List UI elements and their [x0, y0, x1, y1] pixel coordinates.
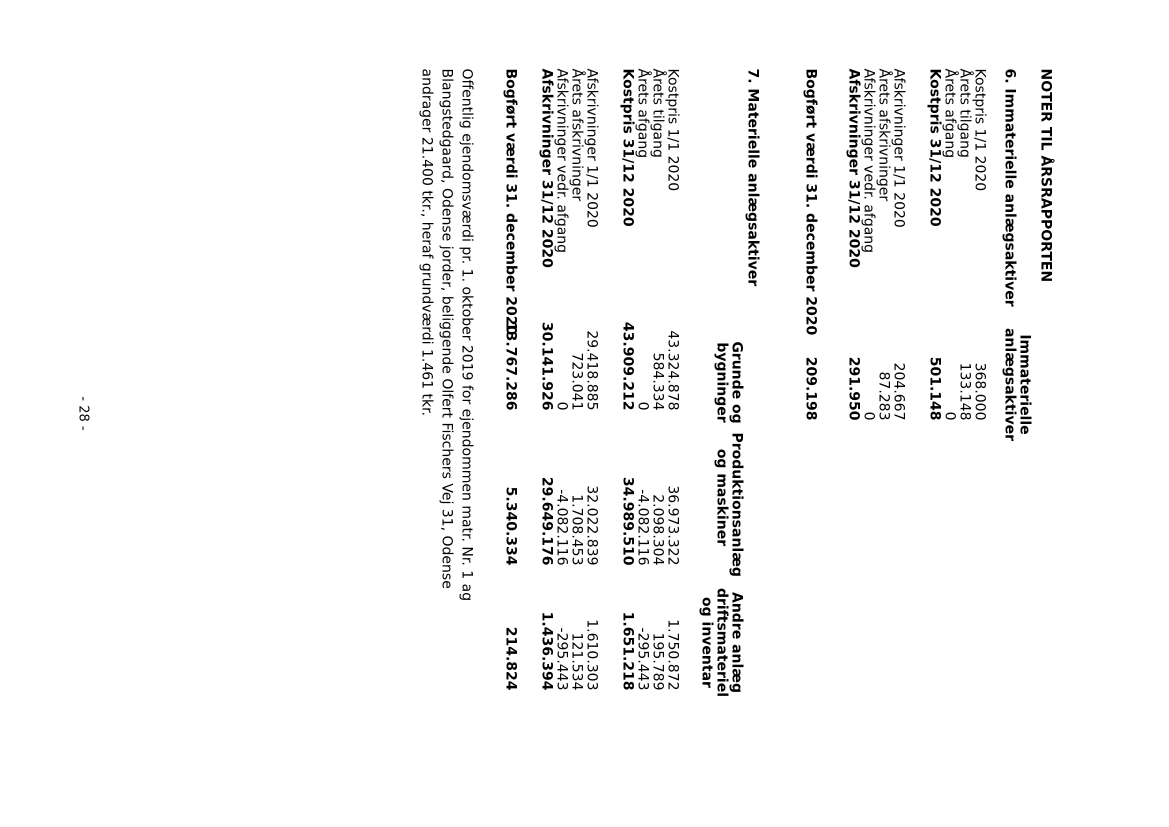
note7-cell: 214.824: [502, 626, 519, 691]
note7-cell: 1.436.394: [538, 611, 555, 691]
note7-cell: 2.098.304: [649, 494, 666, 566]
note6-row-label: Kostpris 1/1 2020: [971, 68, 988, 192]
note6-row-value: 0: [941, 411, 958, 421]
note7-cell: 0: [634, 401, 651, 411]
note7-cell: 1.708.453: [568, 494, 585, 566]
note7-cell: -295.443: [634, 627, 651, 691]
note7-cell: 1.750.872: [664, 619, 681, 691]
page-number: - 28 -: [75, 396, 91, 431]
note6-row-label: Årets afgang: [941, 68, 958, 159]
note7-row-label: Bogført værdi 31. december 2020: [502, 68, 519, 336]
note7-row-label: Kostpris 1/1 2020: [664, 68, 681, 192]
note7-cell: 13.767.286: [502, 321, 519, 411]
note6-row-value: 204.667: [890, 362, 907, 421]
note7-cell: 0: [553, 401, 570, 411]
note6-row-label: Årets tilgang: [956, 68, 973, 158]
note7-cell: -4.082.116: [553, 489, 570, 566]
note7-cell: 121.534: [568, 632, 585, 691]
note7-cell: 584.334: [649, 352, 666, 411]
note7-cell: 195.789: [649, 632, 666, 691]
note6-row-label: Afskrivninger vedr. afgang: [860, 68, 877, 254]
note7-cell: 1.610.303: [583, 619, 600, 691]
note7-cell: 36.973.322: [664, 485, 681, 566]
note7-row-label: Afskrivninger 31/12 2020: [538, 68, 555, 268]
property-value-paragraph: Offentlig ejendomsværdi pr. 1. oktober 2019 for ejendommen matr. Nr. 1 ag Blangstedgaard, Odense jorder, beliggende Olfert Fischers Vej 31, Odense andrager 21.400 tkr., heraf grundværdi 1.461 tkr.: [418, 68, 475, 602]
note7-row-label: Årets afskrivninger: [568, 68, 585, 202]
note6-row-label: Årets afskrivninger: [875, 68, 892, 202]
note6-row-value: 87.283: [875, 371, 892, 421]
note7-heading: 7. Materielle anlægsaktiver: [744, 68, 761, 287]
note6-row-value: 291.950: [845, 356, 862, 421]
note6-row-label: Bogført værdi 31. december 2020: [802, 68, 819, 336]
page-title: NOTER TIL ÅRSRAPPORTEN: [1037, 68, 1054, 283]
note7-row-label: Afskrivninger 1/1 2020: [583, 68, 600, 228]
note6-row-label: Kostpris 31/12 2020: [926, 68, 943, 227]
note7-column-header: Produktionsanlæg og maskiner: [713, 432, 745, 577]
note6-row-value: 0: [860, 411, 877, 421]
note6-column-header: Immaterielle anlægsaktiver: [1001, 327, 1033, 441]
note7-column-header: Andre anlæg driftsmateriel og inventar: [698, 587, 745, 698]
note7-cell: 723.041: [568, 352, 585, 411]
note7-cell: 29.649.176: [538, 476, 555, 566]
note7-row-label: Kostpris 31/12 2020: [619, 68, 636, 227]
note7-row-label: Afskrivninger vedr. afgang: [553, 68, 570, 254]
note6-row-value: 368.000: [971, 362, 988, 421]
note7-cell: 30.141.926: [538, 321, 555, 411]
note6-row-value: 209.198: [802, 356, 819, 421]
note7-cell: 43.324.878: [664, 330, 681, 411]
note7-row-label: Årets tilgang: [649, 68, 666, 158]
note6-row-value: 133.148: [956, 362, 973, 421]
note7-cell: -4.082.116: [634, 489, 651, 566]
note7-cell: -295.443: [553, 627, 570, 691]
note7-column-header: Grunde og bygninger: [713, 341, 745, 424]
note7-cell: 29.418.885: [583, 330, 600, 411]
note6-row-value: 501.148: [926, 356, 943, 421]
note6-heading: 6. Immaterielle anlægsaktiver: [1001, 68, 1018, 307]
note7-cell: 5.340.334: [502, 486, 519, 566]
note6-row-label: Afskrivninger 1/1 2020: [890, 68, 907, 228]
rotated-page: [0, 1, 1169, 827]
note7-cell: 43.909.212: [619, 321, 636, 411]
note6-row-label: Afskrivninger 31/12 2020: [845, 68, 862, 268]
note7-cell: 34.989.510: [619, 476, 636, 566]
note7-cell: 32.022.839: [583, 485, 600, 566]
note7-row-label: Årets afgang: [634, 68, 651, 159]
note7-cell: 1.651.218: [619, 611, 636, 691]
